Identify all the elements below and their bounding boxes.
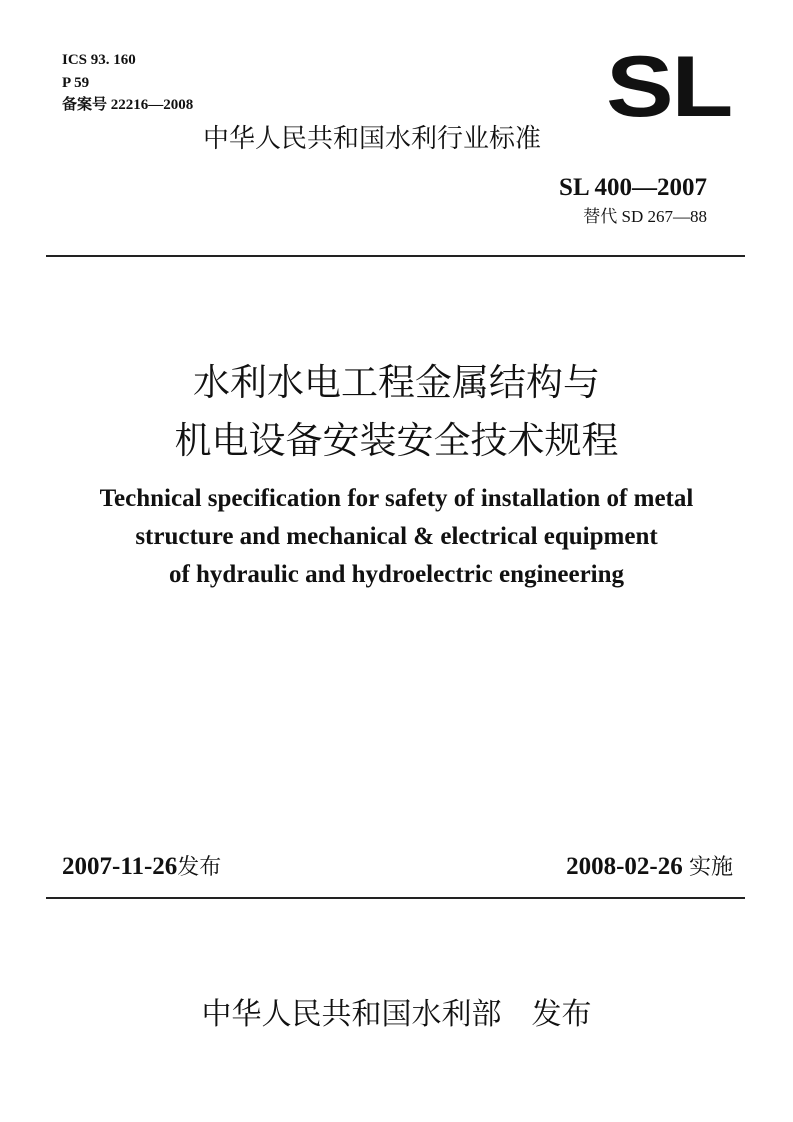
classification-code: P 59 [62, 75, 90, 91]
ics-code: ICS 93. 160 [62, 52, 136, 68]
implementation-label: 实施 [688, 855, 733, 880]
implementation-date-block [566, 851, 733, 884]
bottom-divider [46, 897, 745, 899]
publisher-name: 中华人民共和国水利部 [201, 997, 502, 1032]
record-number: 备案号 22216—2008 [62, 97, 194, 113]
chinese-title-line-1: 水利水电工程金属结构与 [193, 361, 600, 404]
issue-label: 发布 [177, 855, 222, 880]
english-title-line-3: of hydraulic and hydroelectric engineering [168, 561, 625, 588]
english-title-line-2: structure and mechanical & electrical equipment [135, 523, 658, 550]
publisher-action: 发布 [531, 997, 592, 1032]
sl-logo: SL [606, 39, 731, 135]
standard-code: SL 400—2007 [559, 174, 707, 201]
issue-date-block [62, 851, 221, 884]
replaced-standard: 替代 SD 267—88 [583, 207, 707, 226]
top-divider [46, 255, 745, 257]
english-title-line-1: Technical specification for safety of installation of metal [99, 485, 694, 512]
issue-date: 2007-11-26 [62, 853, 178, 880]
publisher-line [0, 995, 793, 1035]
implementation-date: 2008-02-26 [566, 853, 683, 880]
industry-standard-title: 中华人民共和国水利行业标准 [203, 124, 542, 154]
chinese-title-line-2: 机电设备安装安全技术规程 [174, 419, 619, 462]
